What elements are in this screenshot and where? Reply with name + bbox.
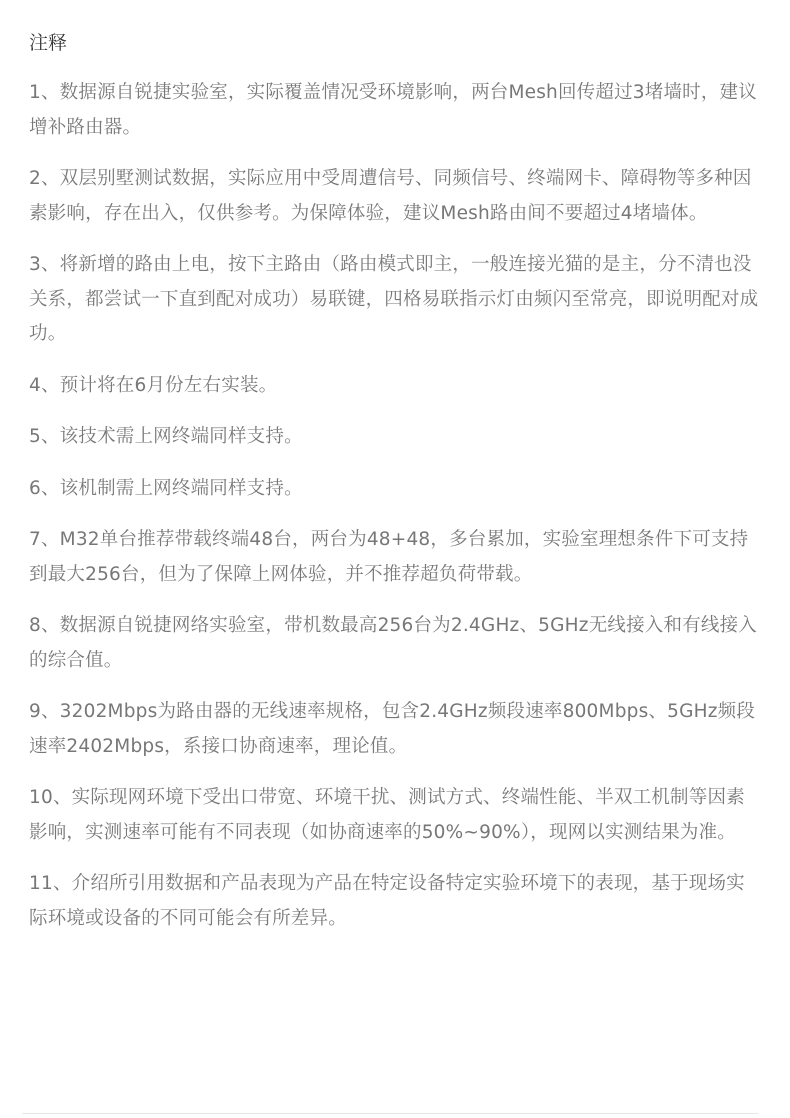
note-item: 5、该技术需上网终端同样支持。	[29, 426, 303, 447]
note-item: 2、双层别墅测试数据，实际应用中受周遭信号、同频信号、终端网卡、障碍物等多种因素影响，存在出入，仅供参考。为保障体验，建议Mesh路由间不要超过4堵墙体。	[29, 168, 752, 224]
note-item: 1、数据源自锐捷实验室，实际覆盖情况受环境影响，两台Mesh回传超过3堵墙时，建议增补路由器。	[29, 82, 757, 138]
note-item: 10、实际现网环境下受出口带宽、环境干扰、测试方式、终端性能、半双工机制等因素影响，实测速率可能有不同表现（如协商速率的50%~90%），现网以实测结果为准。	[29, 787, 745, 843]
note-item: 8、数据源自锐捷网络实验室，带机数最高256台为2.4GHz、5GHz无线接入和有线接入的综合值。	[29, 615, 757, 671]
note-item: 7、M32单台推荐带载终端48台，两台为48+48，多台累加，实验室理想条件下可支持到最大256台，但为了保障上网体验，并不推荐超负荷带载。	[29, 529, 749, 585]
note-item: 11、介绍所引用数据和产品表现为产品在特定设备特定实验环境下的表现，基于现场实际环境或设备的不同可能会有所差异。	[29, 873, 745, 929]
note-item: 6、该机制需上网终端同样支持。	[29, 477, 303, 499]
bottom-divider	[22, 1113, 758, 1114]
note-item: 4、预计将在6月份左右实装。	[29, 374, 278, 396]
note-item: 3、将新增的路由上电，按下主路由（路由模式即主，一般连接光猫的是主，分不清也没关系，都尝试一下直到配对成功）易联键，四格易联指示灯由频闪至常亮，即说明配对成功。	[29, 254, 759, 344]
notes-title: 注释	[29, 32, 68, 54]
notes-list	[29, 76, 759, 936]
notes-section	[29, 28, 759, 953]
note-item: 9、3202Mbps为路由器的无线速率规格，包含2.4GHz频段速率800Mbps、5GHz频段速率2402Mbps，系接口协商速率，理论值。	[29, 701, 756, 757]
